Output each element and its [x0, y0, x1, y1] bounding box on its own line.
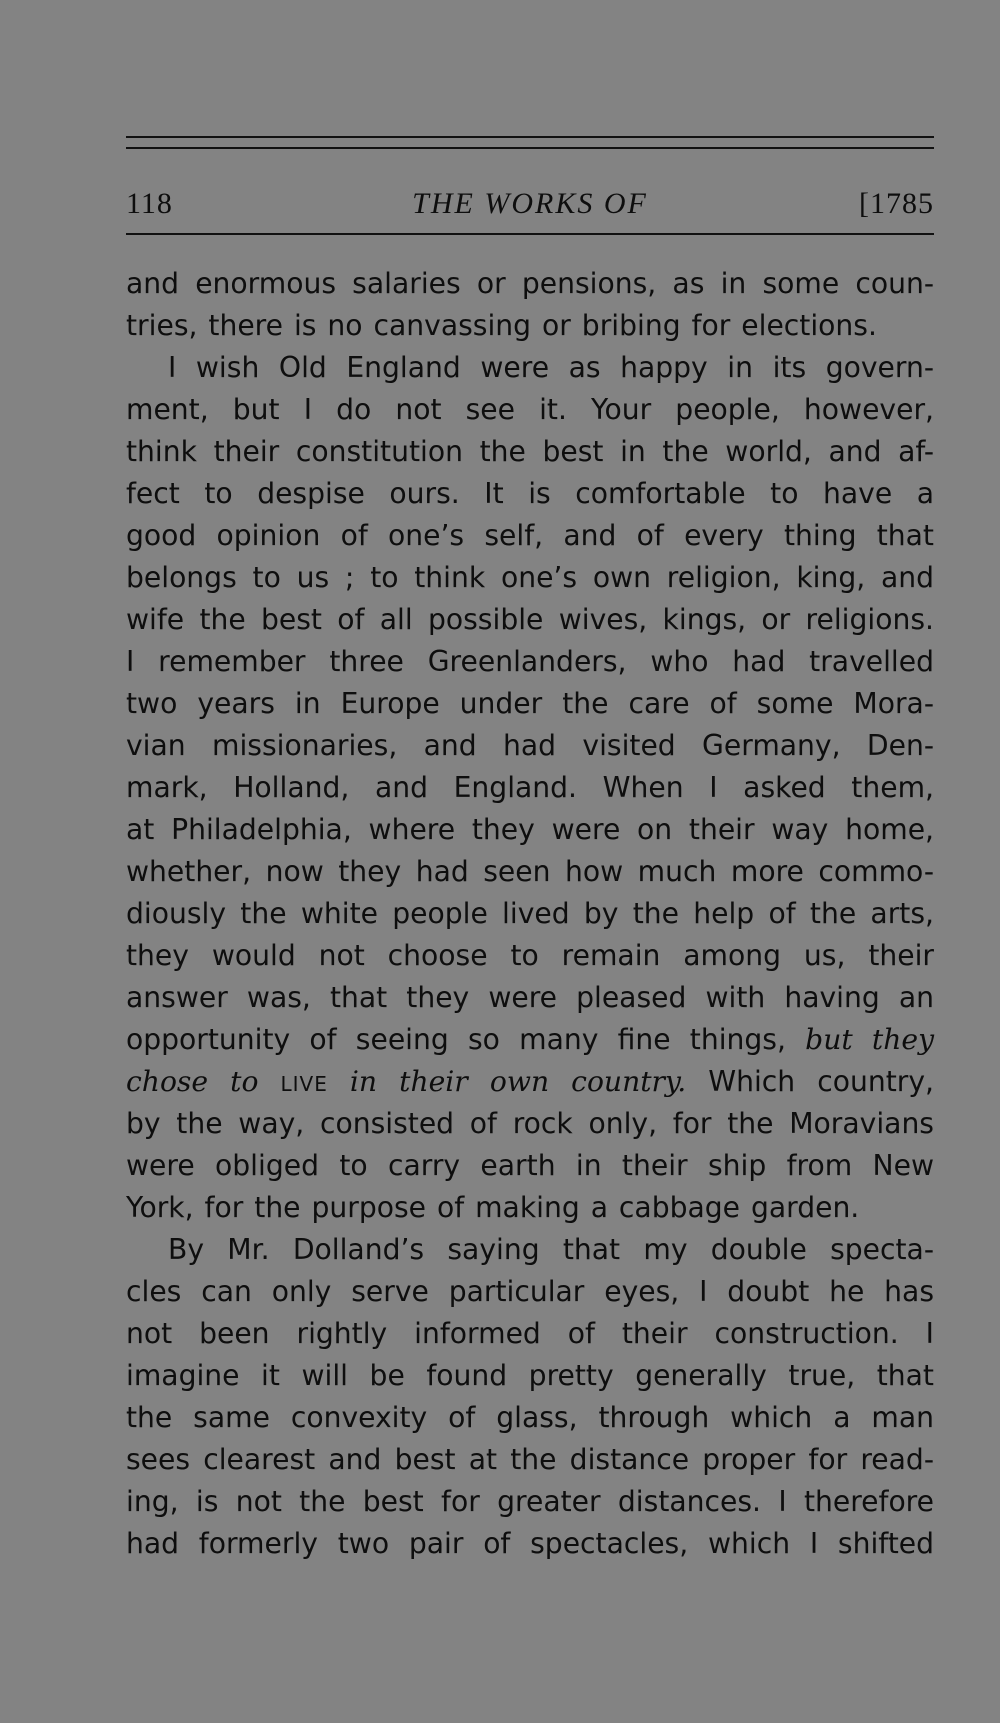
- text-line: [126, 809, 934, 851]
- line-text: York, for the purpose of making a cabbage garden.: [126, 1191, 860, 1224]
- line-text: ment, but I do not see it. Your people, however,: [126, 393, 934, 426]
- text-line: [126, 1145, 934, 1187]
- text-line: [126, 977, 934, 1019]
- line-text: I wish Old England were as happy in its govern-: [168, 351, 934, 384]
- text-line: [126, 1397, 934, 1439]
- text-line: [126, 935, 934, 977]
- body-text: [126, 263, 934, 1565]
- line-text: think their constitution the best in the world, and af-: [126, 435, 934, 468]
- running-year: [1785: [859, 187, 934, 220]
- smallcaps-text: live: [280, 1065, 328, 1098]
- line-text: sees clearest and best at the distance proper for read-: [126, 1443, 934, 1476]
- line-text: answer was, that they were pleased with having an: [126, 981, 934, 1014]
- italic-text: chose to: [126, 1065, 259, 1098]
- header-rule-top: [126, 136, 934, 138]
- text-line: [126, 1019, 934, 1061]
- text-line: [126, 725, 934, 767]
- line-text: vian missionaries, and had visited Germany, Den-: [126, 729, 934, 762]
- line-text: I remember three Greenlanders, who had travelled: [126, 645, 934, 678]
- text-line: [126, 1439, 934, 1481]
- header-rule-bottom: [126, 233, 934, 235]
- line-text: not been rightly informed of their construction. I: [126, 1317, 934, 1350]
- line-text: diously the white people lived by the help of the arts,: [126, 897, 934, 930]
- line-text: whether, now they had seen how much more commo-: [126, 855, 934, 888]
- line-text: had formerly two pair of spectacles, which I shifted: [126, 1527, 934, 1560]
- text-line: [126, 1355, 934, 1397]
- text-line: [126, 1187, 934, 1229]
- text-line: [126, 263, 934, 305]
- line-text: the same convexity of glass, through which a man: [126, 1401, 934, 1434]
- text-line: [126, 557, 934, 599]
- text-line: [126, 1523, 934, 1565]
- italic-text: but they: [805, 1023, 934, 1056]
- text-line: [126, 1481, 934, 1523]
- text-line: [126, 431, 934, 473]
- italic-text: in their own country.: [349, 1065, 687, 1098]
- text-line: [126, 1229, 934, 1271]
- line-text: were obliged to carry earth in their ship from New: [126, 1149, 934, 1182]
- text-line: [126, 473, 934, 515]
- text-line: [126, 1061, 934, 1103]
- line-text: two years in Europe under the care of some Mora-: [126, 687, 934, 720]
- line-text: tries, there is no canvassing or bribing for elections.: [126, 309, 877, 342]
- text-line: [126, 683, 934, 725]
- line-text: ing, is not the best for greater distances. I therefore: [126, 1485, 934, 1518]
- text-line: [126, 389, 934, 431]
- line-text: mark, Holland, and England. When I asked them,: [126, 771, 934, 804]
- text-line: [126, 599, 934, 641]
- text-line: [126, 1313, 934, 1355]
- line-text: at Philadelphia, where they were on their way home,: [126, 813, 934, 846]
- line-text: opportunity of seeing so many fine things,: [126, 1023, 786, 1056]
- text-line: [126, 851, 934, 893]
- line-text: wife the best of all possible wives, kings, or religions.: [126, 603, 934, 636]
- text-line: [126, 893, 934, 935]
- running-title: THE WORKS OF: [412, 187, 648, 220]
- line-text: by the way, consisted of rock only, for the Moravians: [126, 1107, 934, 1140]
- line-text: good opinion of one’s self, and of every thing that: [126, 519, 934, 552]
- line-text: By Mr. Dolland’s saying that my double specta-: [168, 1233, 934, 1266]
- text-line: [126, 1271, 934, 1313]
- line-text: and enormous salaries or pensions, as in some coun-: [126, 267, 934, 300]
- running-head: [126, 149, 934, 220]
- line-text: Which country,: [686, 1065, 934, 1098]
- page-number: 118: [126, 187, 173, 220]
- text-line: [126, 305, 934, 347]
- text-line: [126, 1103, 934, 1145]
- line-text: fect to despise ours. It is comfortable to have a: [126, 477, 934, 510]
- text-line: [126, 347, 934, 389]
- text-line: [126, 767, 934, 809]
- text-line: [126, 515, 934, 557]
- text-line: [126, 641, 934, 683]
- line-text: cles can only serve particular eyes, I doubt he has: [126, 1275, 934, 1308]
- book-page: [126, 136, 934, 1565]
- line-text: imagine it will be found pretty generally true, that: [126, 1359, 934, 1392]
- line-text: they would not choose to remain among us, their: [126, 939, 934, 972]
- line-text: belongs to us ; to think one’s own religion, king, and: [126, 561, 934, 594]
